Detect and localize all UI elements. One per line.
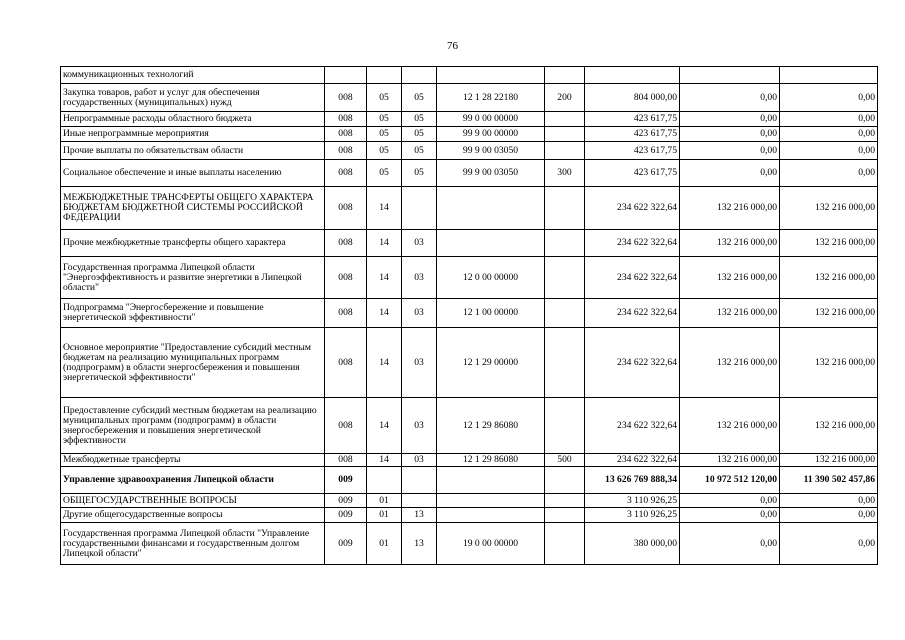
cell-section: 14 xyxy=(367,257,402,299)
cell-amount-year-2: 132 216 000,00 xyxy=(680,454,780,467)
cell-expense-type xyxy=(545,187,585,230)
cell-amount-year-2: 0,00 xyxy=(680,523,780,565)
table-row xyxy=(61,299,878,328)
cell-department-code: 009 xyxy=(325,523,367,565)
cell-amount-year-1: 804 000,00 xyxy=(585,84,680,112)
cell-amount-year-2: 132 216 000,00 xyxy=(680,398,780,454)
cell-amount-year-1: 234 622 322,64 xyxy=(585,257,680,299)
cell-department-code xyxy=(325,67,367,84)
cell-target-article: 99 9 00 03050 xyxy=(437,160,545,187)
cell-amount-year-3: 0,00 xyxy=(780,160,878,187)
cell-amount-year-2: 0,00 xyxy=(680,84,780,112)
cell-target-article xyxy=(437,230,545,257)
cell-amount-year-1 xyxy=(585,67,680,84)
cell-amount-year-1: 423 617,75 xyxy=(585,127,680,142)
cell-section: 01 xyxy=(367,494,402,508)
budget-table xyxy=(60,66,878,565)
cell-subsection: 13 xyxy=(402,508,437,523)
cell-section: 05 xyxy=(367,142,402,160)
cell-section: 14 xyxy=(367,398,402,454)
cell-amount-year-1: 234 622 322,64 xyxy=(585,398,680,454)
cell-amount-year-1: 423 617,75 xyxy=(585,142,680,160)
cell-amount-year-3: 0,00 xyxy=(780,523,878,565)
cell-target-article: 12 1 29 00000 xyxy=(437,328,545,398)
cell-subsection: 03 xyxy=(402,257,437,299)
cell-name: Межбюджетные трансферты xyxy=(61,454,325,467)
table-row xyxy=(61,187,878,230)
cell-name: Управление здравоохранения Липецкой области xyxy=(61,467,325,494)
cell-target-article: 12 1 29 86080 xyxy=(437,454,545,467)
cell-expense-type xyxy=(545,523,585,565)
cell-target-article xyxy=(437,467,545,494)
cell-target-article: 19 0 00 00000 xyxy=(437,523,545,565)
cell-target-article xyxy=(437,67,545,84)
cell-name: ОБЩЕГОСУДАРСТВЕННЫЕ ВОПРОСЫ xyxy=(61,494,325,508)
cell-section: 05 xyxy=(367,112,402,127)
cell-amount-year-3: 0,00 xyxy=(780,142,878,160)
cell-target-article: 12 1 29 86080 xyxy=(437,398,545,454)
cell-expense-type: 200 xyxy=(545,84,585,112)
cell-name: Прочие межбюджетные трансферты общего характера xyxy=(61,230,325,257)
cell-department-code: 009 xyxy=(325,508,367,523)
cell-amount-year-3: 132 216 000,00 xyxy=(780,299,878,328)
cell-subsection: 03 xyxy=(402,299,437,328)
cell-name: Закупка товаров, работ и услуг для обеспечения государственных (муниципальных) нужд xyxy=(61,84,325,112)
page-number: 76 xyxy=(447,40,458,52)
cell-section: 14 xyxy=(367,230,402,257)
cell-name: Предоставление субсидий местным бюджетам на реализацию муниципальных программ (подпрограмм) в области энергосбережения и повышения энергетической эффективности xyxy=(61,398,325,454)
cell-expense-type xyxy=(545,142,585,160)
cell-amount-year-2: 132 216 000,00 xyxy=(680,187,780,230)
cell-department-code: 008 xyxy=(325,142,367,160)
cell-department-code: 008 xyxy=(325,84,367,112)
cell-amount-year-3: 132 216 000,00 xyxy=(780,328,878,398)
cell-department-code: 008 xyxy=(325,127,367,142)
cell-expense-type xyxy=(545,398,585,454)
cell-department-code: 008 xyxy=(325,187,367,230)
table-body xyxy=(61,67,878,565)
cell-amount-year-1: 13 626 769 888,34 xyxy=(585,467,680,494)
cell-subsection xyxy=(402,187,437,230)
cell-department-code: 008 xyxy=(325,328,367,398)
cell-name: Основное мероприятие "Предоставление субсидий местным бюджетам на реализацию муниципальных программ (подпрограмм) в области энергосбережения и повышения энергетической эффективности" xyxy=(61,328,325,398)
cell-amount-year-2: 0,00 xyxy=(680,508,780,523)
table-row xyxy=(61,84,878,112)
cell-amount-year-3: 132 216 000,00 xyxy=(780,257,878,299)
cell-name: Иные непрограммные мероприятия xyxy=(61,127,325,142)
cell-expense-type xyxy=(545,257,585,299)
cell-target-article: 12 1 00 00000 xyxy=(437,299,545,328)
table-row xyxy=(61,67,878,84)
cell-name: Прочие выплаты по обязательствам области xyxy=(61,142,325,160)
cell-target-article: 12 0 00 00000 xyxy=(437,257,545,299)
cell-amount-year-2: 0,00 xyxy=(680,494,780,508)
cell-amount-year-2: 132 216 000,00 xyxy=(680,257,780,299)
table-row xyxy=(61,257,878,299)
table-row xyxy=(61,112,878,127)
cell-subsection xyxy=(402,494,437,508)
cell-section xyxy=(367,67,402,84)
cell-subsection: 05 xyxy=(402,84,437,112)
cell-expense-type xyxy=(545,67,585,84)
cell-department-code: 008 xyxy=(325,112,367,127)
table-row xyxy=(61,494,878,508)
cell-amount-year-1: 234 622 322,64 xyxy=(585,230,680,257)
cell-target-article: 12 1 28 22180 xyxy=(437,84,545,112)
cell-subsection xyxy=(402,67,437,84)
cell-section: 14 xyxy=(367,454,402,467)
cell-amount-year-2: 10 972 512 120,00 xyxy=(680,467,780,494)
cell-name: коммуникационных технологий xyxy=(61,67,325,84)
cell-target-article: 99 9 00 03050 xyxy=(437,142,545,160)
cell-section: 05 xyxy=(367,127,402,142)
cell-amount-year-3: 132 216 000,00 xyxy=(780,187,878,230)
cell-amount-year-3: 0,00 xyxy=(780,84,878,112)
table-row xyxy=(61,328,878,398)
cell-amount-year-2: 132 216 000,00 xyxy=(680,230,780,257)
table-row xyxy=(61,160,878,187)
cell-target-article: 99 9 00 00000 xyxy=(437,127,545,142)
cell-section: 05 xyxy=(367,84,402,112)
cell-amount-year-3: 0,00 xyxy=(780,508,878,523)
cell-expense-type xyxy=(545,230,585,257)
cell-section: 01 xyxy=(367,508,402,523)
cell-subsection: 05 xyxy=(402,142,437,160)
cell-amount-year-1: 3 110 926,25 xyxy=(585,494,680,508)
cell-department-code: 009 xyxy=(325,494,367,508)
cell-section: 14 xyxy=(367,328,402,398)
cell-amount-year-1: 234 622 322,64 xyxy=(585,299,680,328)
cell-subsection: 03 xyxy=(402,398,437,454)
cell-subsection: 05 xyxy=(402,127,437,142)
cell-expense-type: 500 xyxy=(545,454,585,467)
cell-amount-year-1: 423 617,75 xyxy=(585,112,680,127)
cell-amount-year-1: 380 000,00 xyxy=(585,523,680,565)
cell-expense-type xyxy=(545,328,585,398)
cell-department-code: 008 xyxy=(325,160,367,187)
cell-department-code: 008 xyxy=(325,230,367,257)
table-row xyxy=(61,523,878,565)
cell-amount-year-3: 0,00 xyxy=(780,112,878,127)
cell-expense-type xyxy=(545,494,585,508)
cell-expense-type xyxy=(545,508,585,523)
cell-target-article: 99 0 00 00000 xyxy=(437,112,545,127)
cell-amount-year-2: 132 216 000,00 xyxy=(680,299,780,328)
cell-target-article xyxy=(437,494,545,508)
cell-subsection: 03 xyxy=(402,454,437,467)
cell-department-code: 008 xyxy=(325,299,367,328)
cell-name: Другие общегосударственные вопросы xyxy=(61,508,325,523)
cell-amount-year-1: 234 622 322,64 xyxy=(585,187,680,230)
cell-amount-year-2: 132 216 000,00 xyxy=(680,328,780,398)
table-row xyxy=(61,454,878,467)
cell-amount-year-1: 3 110 926,25 xyxy=(585,508,680,523)
cell-subsection: 05 xyxy=(402,112,437,127)
cell-amount-year-3: 132 216 000,00 xyxy=(780,454,878,467)
cell-name: Подпрограмма "Энергосбережение и повышение энергетической эффективности" xyxy=(61,299,325,328)
table-row xyxy=(61,467,878,494)
cell-name: Социальное обеспечение и иные выплаты населению xyxy=(61,160,325,187)
table-row xyxy=(61,398,878,454)
cell-target-article xyxy=(437,187,545,230)
table-row xyxy=(61,127,878,142)
cell-name: МЕЖБЮДЖЕТНЫЕ ТРАНСФЕРТЫ ОБЩЕГО ХАРАКТЕРА БЮДЖЕТАМ БЮДЖЕТНОЙ СИСТЕМЫ РОССИЙСКОЙ ФЕДЕРАЦИИ xyxy=(61,187,325,230)
cell-section: 14 xyxy=(367,299,402,328)
cell-amount-year-2: 0,00 xyxy=(680,127,780,142)
cell-section xyxy=(367,467,402,494)
cell-subsection: 03 xyxy=(402,328,437,398)
cell-section: 05 xyxy=(367,160,402,187)
cell-section: 01 xyxy=(367,523,402,565)
cell-amount-year-2: 0,00 xyxy=(680,112,780,127)
cell-department-code: 009 xyxy=(325,467,367,494)
cell-amount-year-2: 0,00 xyxy=(680,142,780,160)
cell-name: Государственная программа Липецкой области "Энергоэффективность и развитие энергетики в Липецкой области" xyxy=(61,257,325,299)
table-row xyxy=(61,508,878,523)
cell-amount-year-2: 0,00 xyxy=(680,160,780,187)
cell-amount-year-3: 11 390 502 457,86 xyxy=(780,467,878,494)
cell-expense-type xyxy=(545,127,585,142)
table-row xyxy=(61,142,878,160)
cell-subsection xyxy=(402,467,437,494)
cell-target-article xyxy=(437,508,545,523)
cell-section: 14 xyxy=(367,187,402,230)
cell-expense-type xyxy=(545,299,585,328)
cell-expense-type: 300 xyxy=(545,160,585,187)
cell-department-code: 008 xyxy=(325,454,367,467)
cell-expense-type xyxy=(545,467,585,494)
cell-amount-year-3: 132 216 000,00 xyxy=(780,398,878,454)
cell-amount-year-1: 423 617,75 xyxy=(585,160,680,187)
cell-amount-year-3 xyxy=(780,67,878,84)
cell-subsection: 05 xyxy=(402,160,437,187)
cell-amount-year-3: 132 216 000,00 xyxy=(780,230,878,257)
cell-expense-type xyxy=(545,112,585,127)
cell-department-code: 008 xyxy=(325,398,367,454)
cell-subsection: 13 xyxy=(402,523,437,565)
cell-name: Непрограммные расходы областного бюджета xyxy=(61,112,325,127)
cell-amount-year-2 xyxy=(680,67,780,84)
cell-amount-year-1: 234 622 322,64 xyxy=(585,454,680,467)
cell-name: Государственная программа Липецкой области "Управление государственными финансами и государственным долгом Липецкой области" xyxy=(61,523,325,565)
cell-department-code: 008 xyxy=(325,257,367,299)
cell-subsection: 03 xyxy=(402,230,437,257)
cell-amount-year-3: 0,00 xyxy=(780,127,878,142)
cell-amount-year-3: 0,00 xyxy=(780,494,878,508)
table-row xyxy=(61,230,878,257)
cell-amount-year-1: 234 622 322,64 xyxy=(585,328,680,398)
